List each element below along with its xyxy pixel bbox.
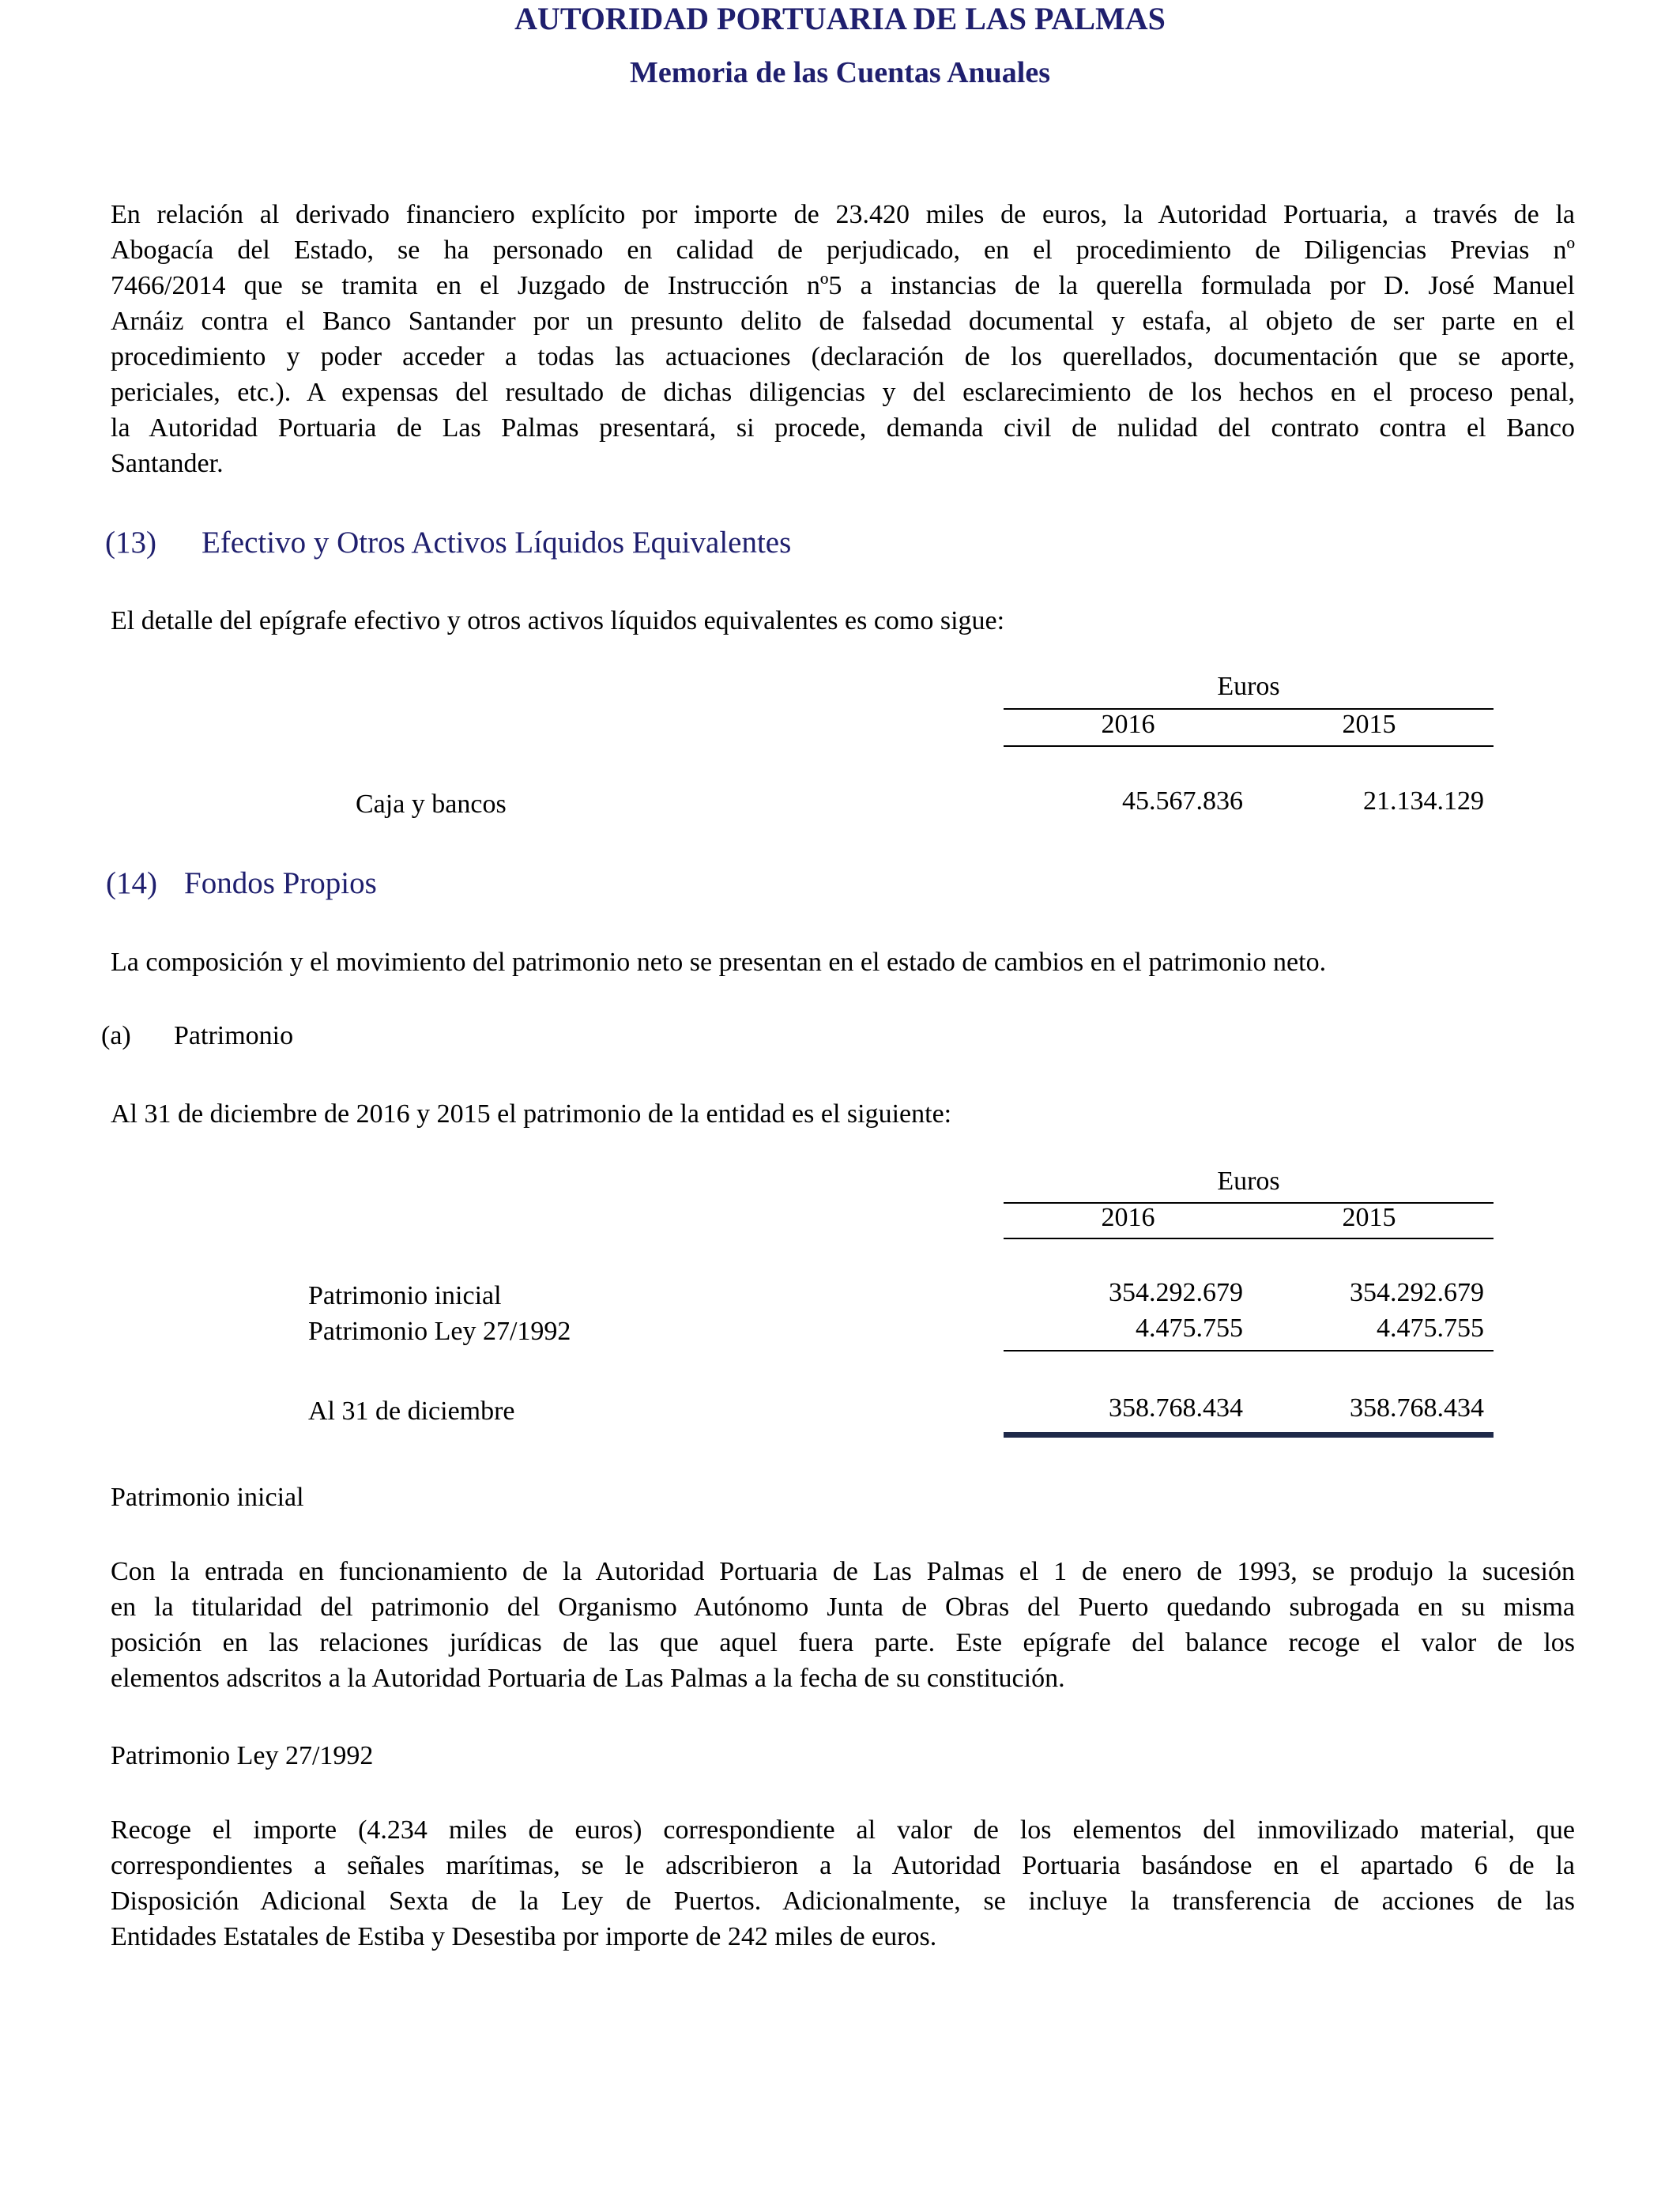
paragraph-line: Recoge el importe (4.234 miles de euros) correspondiente al valor de los elementos del inmovilizado material, que xyxy=(111,1815,1575,1845)
intro-line: procedimiento y poder acceder a todas las actuaciones (declaración de los querellados, documentación que se aporte, xyxy=(111,342,1575,371)
table13-col-2016: 2016 xyxy=(1101,710,1155,739)
heading-patrimonio-ley: Patrimonio Ley 27/1992 xyxy=(111,1741,374,1770)
subsection-a-title: Patrimonio xyxy=(174,1021,294,1050)
table13-row-2016: 45.567.836 xyxy=(1122,786,1243,816)
intro-line: periciales, etc.). A expensas del resultado de dichas diligencias y del esclarecimiento de los hechos en el proceso penal, xyxy=(111,378,1575,407)
table14-col-2016: 2016 xyxy=(1101,1203,1155,1232)
paragraph-line: en la titularidad del patrimonio del Organismo Autónomo Junta de Obras del Puerto quedando subrogada en su misma xyxy=(111,1593,1575,1622)
table14-total-label: Al 31 de diciembre xyxy=(308,1397,515,1426)
intro-line: 7466/2014 que se tramita en el Juzgado de Instrucción nº5 a instancias de la querella formulada por D. José Manuel xyxy=(111,271,1575,300)
paragraph-line: correspondientes a señales marítimas, se le adscribieron a la Autoridad Portuaria basándose en el apartado 6 de la xyxy=(111,1851,1575,1880)
table13-currency-header: Euros xyxy=(1217,672,1280,701)
paragraph-line: Entidades Estatales de Estiba y Desestiba por importe de 242 miles de euros. xyxy=(111,1922,937,1951)
table14-currency-header: Euros xyxy=(1217,1167,1280,1196)
table14-total-2015: 358.768.434 xyxy=(1350,1393,1484,1423)
table14-col-2015: 2015 xyxy=(1342,1203,1396,1232)
paragraph-patrimonio-ley xyxy=(111,1812,1575,1955)
table14-total-double-rule xyxy=(1004,1432,1494,1438)
section-14-title: Fondos Propios xyxy=(184,866,377,900)
intro-line: Abogacía del Estado, se ha personado en calidad de perjudicado, en el procedimiento de Diligencias Previas nº xyxy=(111,236,1575,265)
table14-row-2015: 354.292.679 xyxy=(1350,1278,1484,1307)
section-13-intro: El detalle del epígrafe efectivo y otros activos líquidos equivalentes es como sigue: xyxy=(111,606,1005,635)
section-13-title: Efectivo y Otros Activos Líquidos Equivalentes xyxy=(202,526,792,560)
table13-column-rule xyxy=(1004,745,1494,747)
table13-col-2015: 2015 xyxy=(1342,710,1396,739)
paragraph-patrimonio-inicial xyxy=(111,1554,1575,1696)
table14-column-rule xyxy=(1004,1238,1494,1239)
paragraph-line: posición en las relaciones jurídicas de las que aquel fuera parte. Este epígrafe del balance recoge el valor de los xyxy=(111,1628,1575,1657)
heading-patrimonio-inicial: Patrimonio inicial xyxy=(111,1483,304,1512)
table14-subtotal-rule xyxy=(1004,1350,1494,1351)
document-subtitle: Memoria de las Cuentas Anuales xyxy=(630,56,1050,89)
table14-row-label: Patrimonio Ley 27/1992 xyxy=(308,1317,571,1346)
table13-row-2015: 21.134.129 xyxy=(1363,786,1484,816)
table14-row-2016: 4.475.755 xyxy=(1136,1314,1243,1343)
intro-line: En relación al derivado financiero explícito por importe de 23.420 miles de euros, la Autoridad Portuaria, a través de la xyxy=(111,200,1575,229)
table14-row-2015: 4.475.755 xyxy=(1377,1314,1484,1343)
subsection-a-intro: Al 31 de diciembre de 2016 y 2015 el patrimonio de la entidad es el siguiente: xyxy=(111,1099,952,1129)
intro-paragraph xyxy=(111,197,1575,481)
paragraph-line: Disposición Adicional Sexta de la Ley de Puertos. Adicionalmente, se incluye la transferencia de acciones de las xyxy=(111,1887,1575,1916)
intro-line: Santander. xyxy=(111,449,224,478)
intro-line: la Autoridad Portuaria de Las Palmas presentará, si procede, demanda civil de nulidad del contrato contra el Banco xyxy=(111,413,1575,443)
table14-row-label: Patrimonio inicial xyxy=(308,1281,502,1310)
table14-row-2016: 354.292.679 xyxy=(1109,1278,1243,1307)
table14-total-2016: 358.768.434 xyxy=(1109,1393,1243,1423)
table13-row-label: Caja y bancos xyxy=(356,790,507,819)
section-14-number: (14) xyxy=(106,866,157,900)
section-13-number: (13) xyxy=(105,526,156,560)
paragraph-line: elementos adscritos a la Autoridad Portuaria de Las Palmas a la fecha de su constitución. xyxy=(111,1664,1065,1693)
paragraph-line: Con la entrada en funcionamiento de la Autoridad Portuaria de Las Palmas el 1 de enero de 1993, se produjo la sucesión xyxy=(111,1557,1575,1586)
subsection-a-letter: (a) xyxy=(101,1021,131,1050)
intro-line: Arnáiz contra el Banco Santander por un presunto delito de falsedad documental y estafa, al objeto de ser parte en el xyxy=(111,307,1575,336)
section-14-intro: La composición y el movimiento del patrimonio neto se presentan en el estado de cambios en el patrimonio neto. xyxy=(111,948,1327,977)
document-org-title: AUTORIDAD PORTUARIA DE LAS PALMAS xyxy=(514,1,1166,36)
